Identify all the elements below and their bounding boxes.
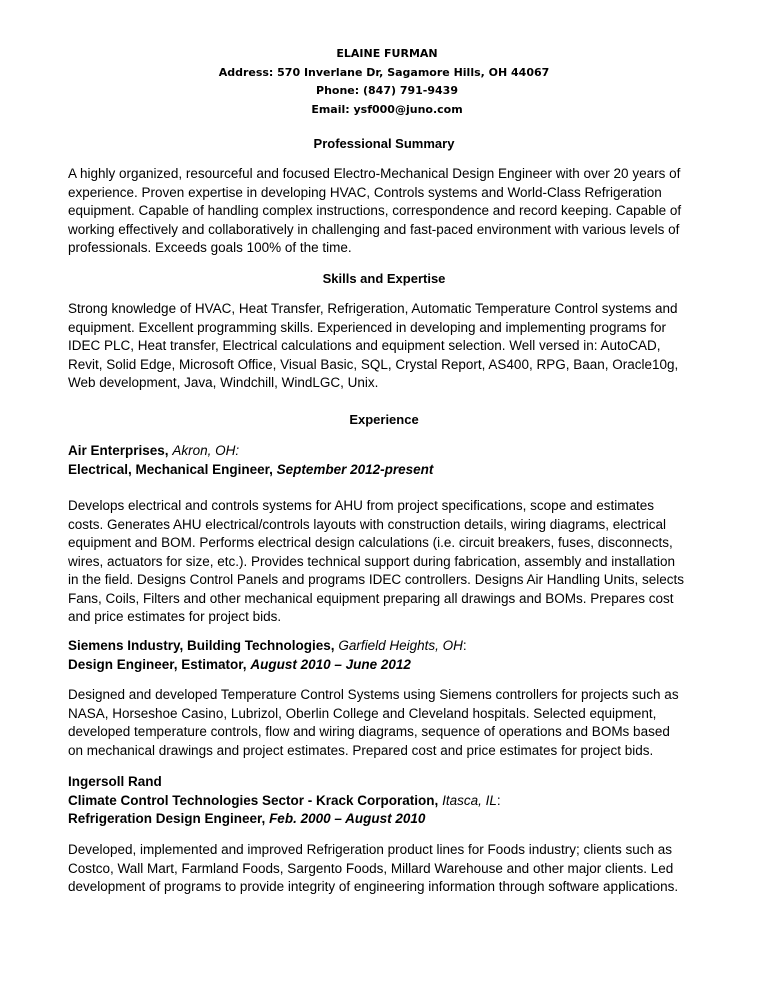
job-company-line xyxy=(68,792,728,811)
summary-line: working effectively and collaboratively in challenging and fast-paced environment with various levels of xyxy=(68,221,680,237)
candidate-name: ELAINE FURMAN xyxy=(336,47,438,60)
job-desc-line: Developed, implemented and improved Refrigeration product lines for Foods industry; clients such as xyxy=(68,842,673,857)
job-description xyxy=(68,686,728,760)
phone-line: Phone: (847) 791-9439 xyxy=(316,84,458,97)
location-suffix: : xyxy=(462,638,467,653)
contact-header xyxy=(0,45,768,119)
job-desc-line: wires, actuators for size, etc.). Provides technical support during fabrication, assembly and installation xyxy=(68,553,676,569)
skills-heading: Skills and Expertise xyxy=(322,271,446,286)
job-location: Garfield Heights, OH xyxy=(338,638,463,653)
job-desc-line: Costco, Wall Mart, Farmland Foods, Sargento Foods, Millard Warehouse and other major clients. Led xyxy=(68,860,674,876)
skills-line: Strong knowledge of HVAC, Heat Transfer, Refrigeration, Automatic Temperature Control systems and xyxy=(68,301,678,316)
job-entry xyxy=(68,442,728,479)
company-name: Climate Control Technologies Sector - Krack Corporation, xyxy=(68,792,439,808)
job-description xyxy=(68,497,728,627)
summary-line: equipment. Capable of handling complex instructions, correspondence and record keeping. Capable of xyxy=(68,203,682,218)
job-role: Refrigeration Design Engineer, xyxy=(68,811,266,826)
address-line: Address: 570 Inverlane Dr, Sagamore Hills, OH 44067 xyxy=(218,65,550,79)
job-role: Electrical, Mechanical Engineer, xyxy=(68,461,273,477)
location-suffix: : xyxy=(496,792,501,808)
job-parent-company: Ingersoll Rand xyxy=(68,774,162,789)
job-location: Itasca, IL xyxy=(442,792,497,808)
summary-heading: Professional Summary xyxy=(313,136,455,151)
summary-line: A highly organized, resourceful and focused Electro-Mechanical Design Engineer with over 20 years of xyxy=(68,166,681,181)
job-dates: August 2010 – June 2012 xyxy=(250,656,411,672)
company-name: Siemens Industry, Building Technologies, xyxy=(68,638,335,653)
summary-line: professionals. Exceeds goals 100% of the time. xyxy=(68,240,352,255)
job-role-line xyxy=(68,461,728,480)
job-location: Akron, OH: xyxy=(172,443,240,458)
job-role-line xyxy=(68,810,728,829)
job-desc-line: Fans, Coils, Filters and other mechanical equipment preparing all drawings and BOMs. Prepares cost xyxy=(68,590,674,606)
email-line: Email: ysf000@juno.com xyxy=(311,102,463,116)
summary-line: experience. Proven expertise in developing HVAC, Controls systems and World-Class Refrigeration xyxy=(68,184,662,200)
skills-line: Revit, Solid Edge, Microsoft Office, Visual Basic, SQL, Crystal Report, AS400, RPG, Baan, Oracle10g, xyxy=(68,356,679,372)
job-desc-line: on mechanical drawings and project estimates. Prepared cost and price estimates for project bids. xyxy=(68,742,654,758)
job-desc-line: costs. Generates AHU electrical/controls layouts with construction details, wiring diagrams, electrical xyxy=(68,516,666,532)
job-entry xyxy=(68,637,728,674)
job-role-line xyxy=(68,656,728,675)
job-desc-line: developed temperature controls, flow and wiring diagrams, sequence of operations and BOMs based xyxy=(68,724,670,739)
job-company-line xyxy=(68,637,728,656)
job-description xyxy=(68,841,728,897)
skills-paragraph xyxy=(68,300,708,393)
experience-heading: Experience xyxy=(349,412,419,427)
job-desc-line: equipment and BOM. Performs electrical design calculations (i.e. circuit breakers, fuses, disconnects, xyxy=(68,535,673,550)
job-desc-line: Designed and developed Temperature Control Systems using Siemens controllers for projects such as xyxy=(68,687,679,702)
skills-line: equipment. Excellent programming skills. Experienced in developing and implementing programs for xyxy=(68,319,667,335)
job-dates: Feb. 2000 – August 2010 xyxy=(269,811,426,826)
company-name: Air Enterprises, xyxy=(68,443,169,458)
job-company-line xyxy=(68,442,728,461)
job-desc-line: NASA, Horseshoe Casino, Lubrizol, Oberlin College and Cleveland hospitals. Selected equipment, xyxy=(68,705,657,721)
job-desc-line: Develops electrical and controls systems for AHU from project specifications, scope and estimates xyxy=(68,498,654,513)
job-dates: September 2012-present xyxy=(276,461,434,477)
job-entry xyxy=(68,773,728,829)
skills-line: Web development, Java, Windchill, WindLGC, Unix. xyxy=(68,375,379,390)
job-desc-line: development of programs to provide integrity of engineering information through software applications. xyxy=(68,879,679,894)
job-role: Design Engineer, Estimator, xyxy=(68,656,247,672)
skills-line: IDEC PLC, Heat transfer, Electrical calculations and equipment selection. Well versed in: AutoCAD, xyxy=(68,338,661,353)
job-desc-line: in the field. Designs Control Panels and programs IDEC controllers. Designs Air Handling Units, selects xyxy=(68,572,685,587)
job-desc-line: and price estimates for project bids. xyxy=(68,609,282,624)
summary-paragraph xyxy=(68,165,708,258)
